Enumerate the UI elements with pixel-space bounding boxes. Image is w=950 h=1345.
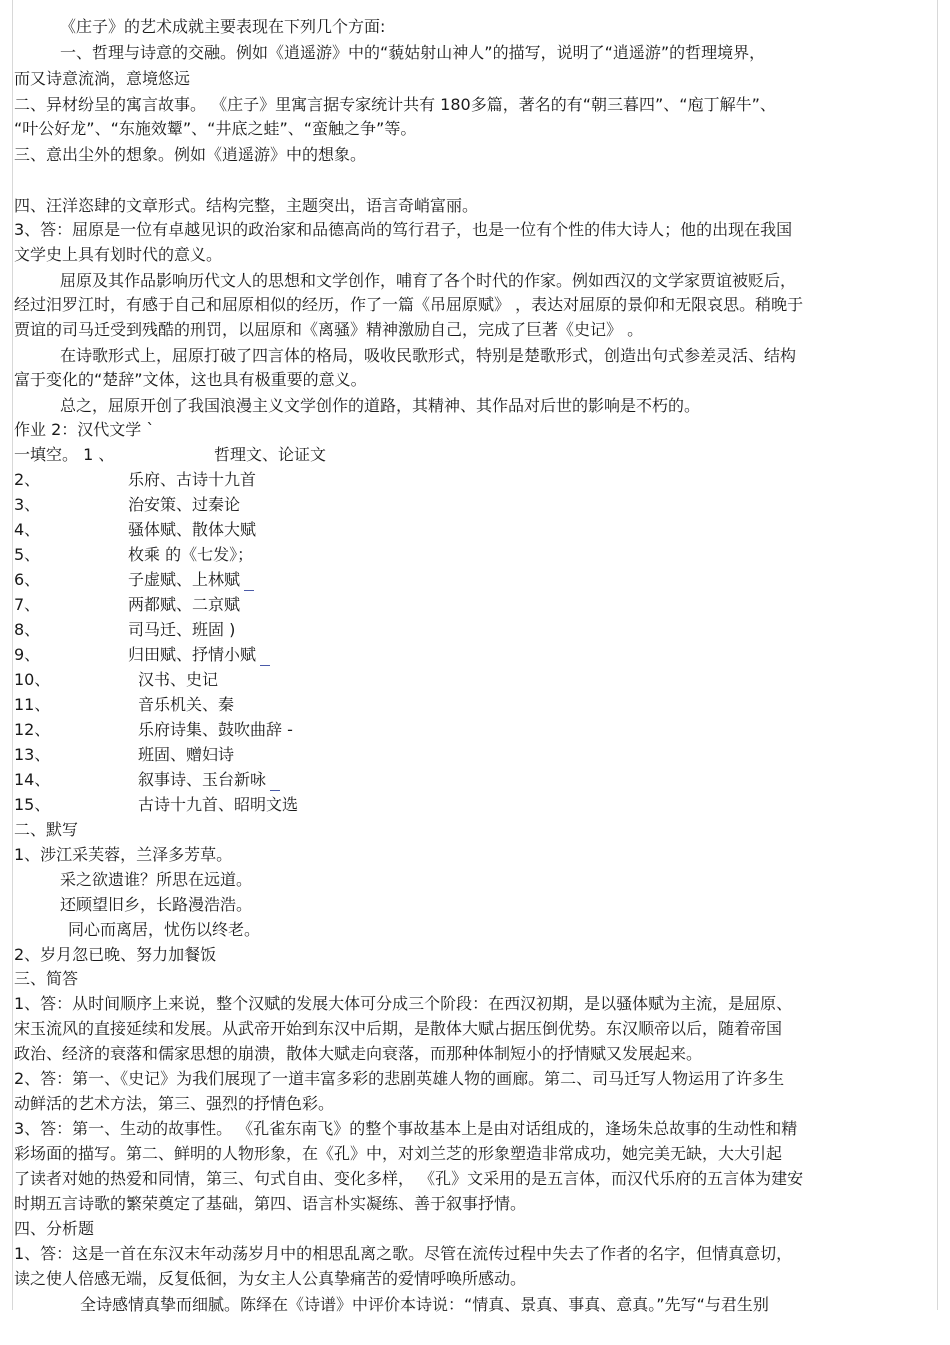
text-line: 1、答：从时间顺序上来说，整个汉赋的发展大体可分成三个阶段：在西汉初期，是以骚体赋为主流，是屈原、 <box>14 994 793 1013</box>
fill-answer <box>128 644 270 666</box>
text-line: 彩场面的描写。第二、鲜明的人物形象，在《孔》中，对刘兰芝的形象塑造非常成功，她完美无缺，大大引起 <box>14 1144 783 1163</box>
fill-answer <box>128 569 254 591</box>
text-line: 3、答：屈原是一位有卓越见识的政治家和品德高尚的笃行君子，也是一位有个性的伟大诗人；他的出现在我国 <box>14 220 793 239</box>
text-line: “叶公好龙”、“东施效颦”、“井底之蛙”、“蛮触之争”等。 <box>14 119 417 138</box>
text-line: 《庄子》的艺术成就主要表现在下列几个方面: <box>60 17 386 36</box>
text-line: 四、汪洋恣肆的文章形式。结构完整，主题突出，语言奇峭富丽。 <box>14 196 479 215</box>
section-heading: 二、默写 <box>14 820 79 839</box>
fill-answer: 乐府诗集、鼓吹曲辞 - <box>138 720 293 739</box>
fill-answer: 班固、赠妇诗 <box>138 745 235 764</box>
fill-answer: 骚体赋、散体大赋 <box>128 520 257 539</box>
blank-underline <box>244 576 254 591</box>
fill-number: 7、 <box>14 595 41 614</box>
text-line: 总之，屈原开创了我国浪漫主义文学创作的道路，其精神、其作品对后世的影响是不朽的。 <box>60 396 701 415</box>
text-line: 动鲜活的艺术方法，第三、强烈的抒情色彩。 <box>14 1094 335 1113</box>
fill-answer: 古诗十九首、昭明文选 <box>138 795 299 814</box>
text-line: 而又诗意流淌，意境悠远 <box>14 69 191 88</box>
text-line: 文学史上具有划时代的意义。 <box>14 245 223 264</box>
fill-number: 13、 <box>14 745 51 764</box>
fill-answer <box>138 769 280 791</box>
fill-number: 3、 <box>14 495 41 514</box>
fill-number: 5、 <box>14 545 41 564</box>
text-line: 富于变化的“楚辞”文体，这也具有极重要的意义。 <box>14 370 367 389</box>
fill-answer: 乐府、古诗十九首 <box>128 470 257 489</box>
fill-answer-text: 归田赋、抒情小赋 <box>128 645 257 664</box>
fill-number: 10、 <box>14 670 51 689</box>
text-line: 经过汨罗江时，有感于自己和屈原相似的经历，作了一篇《吊屈原赋》 ，表达对屈原的景仰和无限哀思。稍晚于 <box>14 295 804 314</box>
fill-header: 一填空。 1 、 <box>14 445 115 464</box>
section-heading: 三、简答 <box>14 969 79 988</box>
blank-underline <box>270 776 280 791</box>
fill-answer: 治安策、过秦论 <box>128 495 241 514</box>
text-line: 屈原及其作品影响历代文人的思想和文学创作，哺育了各个时代的作家。例如西汉的文学家贾谊被贬后， <box>60 271 797 290</box>
fill-answer: 音乐机关、秦 <box>138 695 235 714</box>
poem-line: 同心而离居，忧伤以终老。 <box>68 920 261 939</box>
text-line: 一、哲理与诗意的交融。例如《逍遥游》中的“藐姑射山神人”的描写，说明了“逍遥游”的哲理境界， <box>60 43 766 62</box>
fill-answer: 枚乘 的《七发》； <box>128 545 254 564</box>
text-line: 宋玉流风的直接延续和发展。从武帝开始到东汉中后期，是散体大赋占据压倒优势。东汉顺帝以后，随着帝国 <box>14 1019 783 1038</box>
text-line: 全诗感情真挚而细腻。陈绎在《诗谱》中评价本诗说：“情真、景真、事真、意真。”先写“与君生别 <box>80 1295 769 1314</box>
section-heading: 四、分析题 <box>14 1219 95 1238</box>
fill-number: 12、 <box>14 720 51 739</box>
text-line: 读之使人倍感无端，反复低徊，为女主人公真挚痛苦的爱情呼唤所感动。 <box>14 1269 527 1288</box>
fill-number: 15、 <box>14 795 51 814</box>
fill-number: 6、 <box>14 570 41 589</box>
text-line: 三、意出尘外的想象。例如《逍遥游》中的想象。 <box>14 145 367 164</box>
fill-answer: 两都赋、二京赋 <box>128 595 241 614</box>
text-line: 1、答：这是一首在东汉末年动荡岁月中的相思乱离之歌。尽管在流传过程中失去了作者的名字，但情真意切， <box>14 1244 793 1263</box>
fill-number: 14、 <box>14 770 51 789</box>
poem-line: 采之欲遗谁？所思在远道。 <box>60 870 253 889</box>
fill-answer-text: 叙事诗、玉台新咏 <box>138 770 267 789</box>
text-line: 2、答：第一、《史记》为我们展现了一道丰富多彩的悲剧英雄人物的画廊。第二、司马迁写人物运用了许多生 <box>14 1069 785 1088</box>
fill-answer: 司马迁、班固 ) <box>128 620 236 639</box>
text-line: 贾谊的司马迁受到残酷的刑罚，以屈原和《离骚》精神激励自己，完成了巨著《史记》 。 <box>14 320 644 339</box>
fill-answer-text: 子虚赋、上林赋 <box>128 570 241 589</box>
text-line: 2、岁月忽已晚、努力加餐饭 <box>14 945 217 964</box>
text-line: 了读者对她的热爱和同情，第三、句式自由、变化多样， 《孔》文采用的是五言体，而汉代乐府的五言体为建安 <box>14 1169 804 1188</box>
text-line: 政治、经济的衰落和儒家思想的崩溃，散体大赋走向衰落，而那种体制短小的抒情赋又发展起来。 <box>14 1044 703 1063</box>
text-line: 时期五言诗歌的繁荣奠定了基础，第四、语言朴实凝练、善于叙事抒情。 <box>14 1194 527 1213</box>
text-line: 在诗歌形式上，屈原打破了四言体的格局，吸收民歌形式，特别是楚歌形式，创造出句式参差灵活、结构 <box>60 346 797 365</box>
poem-line: 还顾望旧乡，长路漫浩浩。 <box>60 895 253 914</box>
text-line: 作业 2：汉代文学 ` <box>14 420 155 439</box>
page-border-right <box>937 0 938 1310</box>
blank-underline <box>260 651 270 666</box>
text-line: 3、答：第一、生动的故事性。 《孔雀东南飞》的整个事故基本上是由对话组成的，逢场朱总故事的生动性和精 <box>14 1119 798 1138</box>
page-border-left <box>12 0 13 1310</box>
fill-number: 8、 <box>14 620 41 639</box>
fill-answer: 哲理文、论证文 <box>214 445 327 464</box>
fill-number: 2、 <box>14 470 41 489</box>
text-line: 二、异材纷呈的寓言故事。 《庄子》里寓言据专家统计共有 180多篇，著名的有“朝三暮四”、“庖丁解牛”、 <box>14 95 776 114</box>
fill-number: 11、 <box>14 695 51 714</box>
text-line: 1、涉江采芙蓉，兰泽多芳草。 <box>14 845 233 864</box>
fill-number: 4、 <box>14 520 41 539</box>
fill-number: 9、 <box>14 645 41 664</box>
fill-answer: 汉书、史记 <box>138 670 219 689</box>
